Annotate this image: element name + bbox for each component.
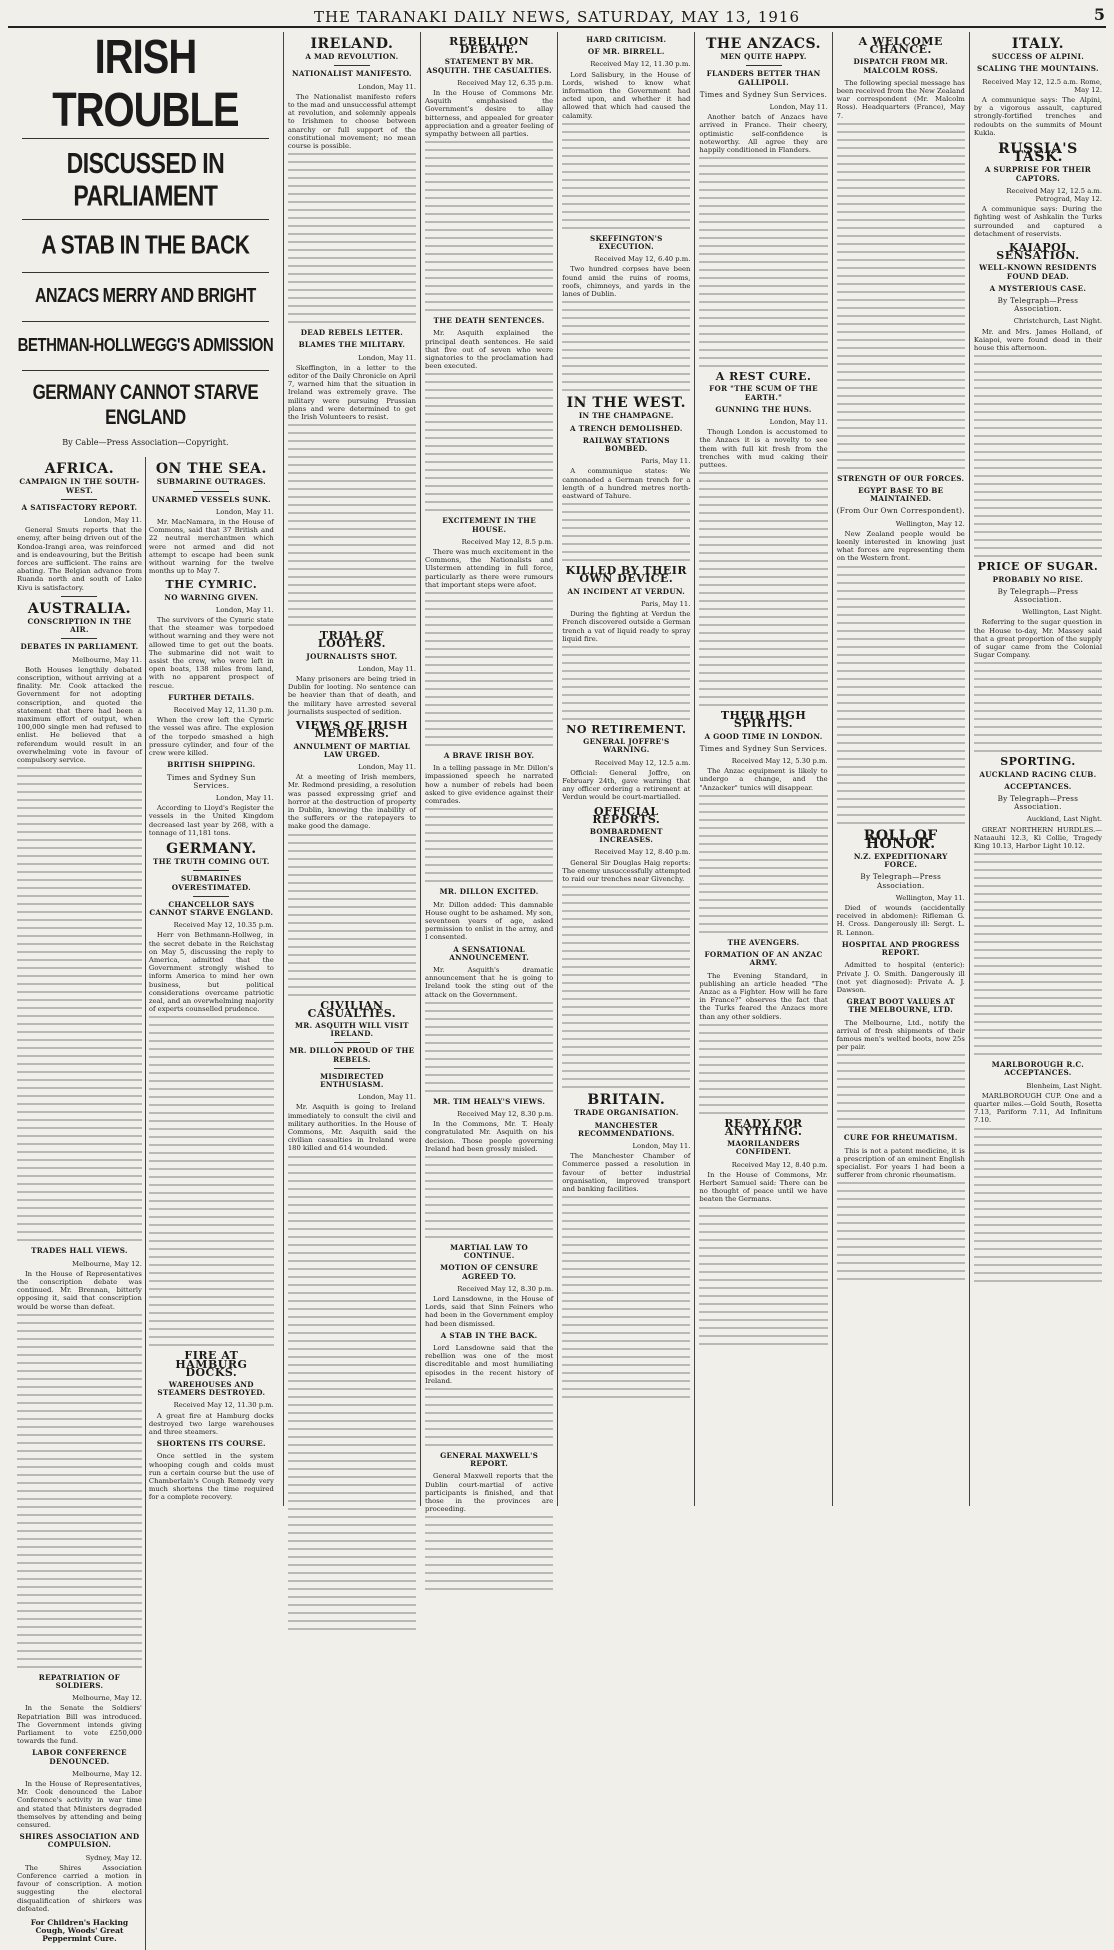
article-text: The Nationalist manifesto refers to the mad and unsuccessful attempt at revolution, and solemnly appeals to Irishmen to choose between anarchy or full support of the constitutional movement; no mean course is possible. — [287, 92, 417, 151]
dateline: Christchurch, Last Night. — [1013, 317, 1103, 326]
article-subheading: DEBATES IN PARLIAMENT. — [20, 642, 139, 652]
article-subheading: MAORILANDERS CONFIDENT. — [727, 1139, 800, 1157]
article-heading: THE ANZACS. — [705, 36, 822, 52]
dateline: Melbourne, May 12. — [72, 1694, 142, 1703]
dateline: Auckland, Last Night. — [1026, 815, 1103, 824]
article-heading: THE DEATH SENTENCES. — [433, 316, 545, 326]
article-text: The Manchester Chamber of Commerce passed a resolution in favour of better industrial organisation, improved transport and banking facilities. — [562, 1152, 691, 1193]
article-text: A communique states: We cannonaded a German trench for a length of a hundred metres north-eastward of Tahure. — [562, 467, 691, 501]
article-text: Lord Lansdowne, in the House of Lords, said that Sinn Feiners who had been in the Government employ had been dismissed. — [425, 1294, 554, 1328]
article-text: The Shires Association Conference carried a motion in favour of conscription. A motion suggesting the electoral disqualification of shirkers was defeated. — [17, 1863, 142, 1913]
source-line: By Telegraph—Press Association. — [997, 793, 1079, 812]
headline-2: DISCUSSED IN PARLIAMENT — [66, 146, 225, 212]
article-subheading: JOURNALISTS SHOT. — [306, 651, 398, 661]
article-text: The Evening Standard, in publishing an article headed "The Anzac as a Fighter. How will he fare in France?" observes the fact that the Turks feared the Anzacs more than any other soldiers. — [699, 971, 828, 1021]
article-heading: SHORTENS ITS COURSE. — [156, 1439, 266, 1449]
article-subheading: MEN QUITE HAPPY. — [720, 52, 807, 62]
article-heading: IRELAND. — [310, 36, 394, 52]
dateline: Received May 12, 12.5 a.m. Petrograd, May 12. — [1006, 186, 1103, 204]
dateline: London, May 11. — [215, 507, 274, 516]
dateline: Received May 12, 8.30 p.m. — [457, 1284, 554, 1293]
article-subheading: MANCHESTER RECOMMENDATIONS. — [578, 1120, 675, 1138]
article-text: When the crew left the Cymric the vessel was afire. The explosion of the torpedo smashed a high pressure cylinder, and four of the crew were killed. — [148, 716, 274, 758]
source-line: Times and Sydney Sun Services. — [699, 743, 828, 753]
article-heading: GERMANY. — [166, 840, 257, 857]
article-subheading: FLANDERS BETTER THAN GALLIPOLI. — [706, 69, 821, 87]
article-subheading: UNARMED VESSELS SUNK. — [151, 494, 271, 504]
article-heading: BRITISH SHIPPING. — [167, 760, 256, 770]
source-line: By Telegraph—Press Association. — [997, 586, 1079, 604]
article-subheading: FORMATION OF AN ANZAC ARMY. — [704, 950, 823, 968]
article-heading: HOSPITAL AND PROGRESS REPORT. — [841, 939, 960, 958]
article-subheading: PROBABLY NO RISE. — [992, 574, 1084, 584]
dateline: Blenheim, Last Night. — [1026, 1081, 1103, 1090]
columns — [8, 31, 1106, 1944]
article-text: General Maxwell reports that the Dublin court-martial of active participants is finished, and that those in the provinces are proceeding. — [425, 1472, 554, 1514]
dateline: Received May 12, 10.35 p.m. — [173, 921, 274, 930]
article-heading: PRICE OF SUGAR. — [977, 560, 1099, 574]
article-text: There was much excitement in the Commons, the Nationalists and Ulstermen attending in full force, particularly as there were rumours that important steps were afoot. — [425, 548, 554, 589]
article-text: In the Senate the Soldiers' Repatriation Bill was introduced. The Government intends giving Parliament to vote £250,000 towards the fund. — [17, 1704, 142, 1746]
article-subheading: RAILWAY STATIONS BOMBED. — [582, 435, 670, 454]
article-heading: MARLBOROUGH R.C. ACCEPTANCES. — [991, 1060, 1085, 1078]
article-text: Mr. Asquith is going to Ireland immediately to consult the civil and military authorities. In the House of Commons, Mr. Asquith said the civilian casualties in Ireland were 180 killed and 614 wounded. — [287, 1103, 417, 1153]
article-text: Mr. Asquith explained the principal death sentences. He said that five out of seven who were signatories to the proclamation had been executed. — [425, 329, 554, 371]
article-heading: STRENGTH OF OUR FORCES. — [837, 473, 965, 483]
article-heading: A BRAVE IRISH BOY. — [443, 751, 535, 761]
article-text: Many prisoners are being tried in Dublin for looting. No sentence can be heavier than that of death, and the military have arrested several journalists suspected of sedition. — [287, 675, 417, 716]
article-text: GREAT NORTHERN HURDLES.—Nataauhi 12.3, Ki Collie, Tragedy King 10.13, Harbor Light 10.12. — [973, 825, 1103, 850]
article-heading: KAIAPOI SENSATION. — [996, 241, 1080, 263]
article-heading: A WELCOME CHANCE. — [858, 35, 943, 57]
article-subheading: NO WARNING GIVEN. — [164, 592, 259, 602]
article-text: At a meeting of Irish members, Mr. Redmond presiding, a resolution was passed expressing grief and horror at the destruction of property in Dublin, knowing the inability of the sufferers or the ratepayers to make good the damage. — [287, 773, 417, 831]
dateline: Wellington, May 11. — [895, 893, 965, 902]
article-subheading: STATEMENT BY MR. ASQUITH. THE CASUALTIES. — [426, 57, 552, 75]
article-text: During the fighting at Verdun the French discovered outside a German trench a vat of liquid ready to spray liquid fire. — [562, 610, 691, 643]
dateline: Received May 12, 11.30 p.m. — [590, 60, 691, 69]
article-subheading: AUCKLAND RACING CLUB. — [979, 769, 1097, 779]
article-text: Lord Lansdowne said that the rebellion was one of the most discreditable and most humiliating episodes in the recent history of Ireland. — [425, 1343, 554, 1385]
article-text: A communique says: During the fighting west of Ashkalin the Turks surrounded and captured a detachment of reservists. — [973, 205, 1103, 238]
article-subheading: ACCEPTANCES. — [1004, 781, 1072, 791]
article-heading: AFRICA. — [44, 461, 115, 478]
article-text: New Zealand people would be keenly interested in knowing just what forces are representing them on the Western front. — [836, 529, 965, 563]
dateline: London, May 11. — [83, 516, 142, 525]
article-subheading: A MAD REVOLUTION. — [305, 52, 399, 62]
article-text: This is not a patent medicine, it is a prescription of an eminent English specialist. For years I had been a sufferer from chronic rheumatism. — [836, 1146, 965, 1180]
dateline: London, May 11. — [358, 82, 417, 91]
article-heading: REPATRIATION OF SOLDIERS. — [38, 1672, 121, 1690]
article-subheading: SCALING THE MOUNTAINS. — [977, 64, 1099, 74]
dateline: London, May 11. — [769, 103, 828, 112]
dateline: Melbourne, May 12. — [72, 1769, 142, 1778]
column-1 — [8, 31, 284, 1944]
article-heading: AUSTRALIA. — [27, 600, 132, 617]
article-heading: REBELLION DEBATE. — [449, 35, 530, 57]
masthead-title: THE TARANAKI DAILY NEWS, SATURDAY, MAY 13, 1916 — [313, 8, 801, 26]
article-subheading: OF MR. BIRRELL. — [587, 47, 665, 57]
article-subheading: BLAMES THE MILITARY. — [298, 340, 406, 350]
article-subheading: NATIONALIST MANIFESTO. — [291, 69, 412, 79]
column-5 — [558, 32, 695, 1506]
sub-column-right — [146, 457, 277, 1949]
source-line: (From Our Own Correspondent). — [836, 506, 965, 516]
article-subheading: GUNNING THE HUNS. — [715, 404, 812, 414]
article-heading: LABOR CONFERENCE DENOUNCED. — [32, 1748, 127, 1766]
article-heading: ROLL OF HONOR. — [863, 827, 938, 852]
article-heading: OFFICIAL REPORTS. — [592, 804, 661, 826]
article-text: A communique says: The Alpini, by a vigorous assault, captured strongly-fortified trenches and redoubts on the summits of Mount Kukla. — [973, 96, 1103, 137]
article-subheading: A MYSTERIOUS CASE. — [989, 283, 1087, 293]
column-7 — [833, 32, 970, 1506]
article-heading: VIEWS OF IRISH MEMBERS. — [295, 719, 408, 741]
article-text: Both Houses lengthily debated conscription, without arriving at a finality. Mr. Cook attacked the Government for not adopting conscription, and quoted the statement that there had been a maximum effort of output, when 100,000 single men had refused to enlist. He believed that a referendum would result in an overwhelming vote in favour of compulsory service. — [17, 665, 142, 765]
dateline: London, May 11. — [632, 1141, 691, 1150]
dateline: London, May 11. — [358, 1093, 417, 1102]
article-text: Mr. Asquith's dramatic announcement that he is going to Ireland took the sting out of the attack on the Government. — [425, 965, 554, 999]
dateline: London, May 11. — [215, 793, 274, 802]
dateline: Received May 12, 11.30 p.m. — [173, 706, 274, 715]
article-heading: THE CYMRIC. — [165, 578, 258, 592]
article-subheading: A GOOD TIME IN LONDON. — [704, 731, 823, 741]
dateline: Paris, May 11. — [641, 457, 691, 466]
article-text: Though London is accustomed to the Anzacs it is a novelty to see them with full kit fresh from the trenches with mud caking their puttees. — [699, 428, 828, 470]
dateline: Wellington, May 12. — [895, 519, 965, 528]
headline-6: GERMANY CANNOT STARVE ENGLAND — [32, 380, 259, 429]
article-text: In the Commons, Mr. T. Healy congratulated Mr. Asquith on his decision. Those people governing Ireland had been grossly misled. — [425, 1120, 554, 1153]
article-subheading: A SURPRISE FOR THEIR CAPTORS. — [984, 165, 1092, 183]
headline-3: A STAB IN THE BACK — [41, 231, 250, 260]
article-text: Mr. and Mrs. James Holland, of Kaiapoi, were found dead in their house this afternoon. — [973, 327, 1103, 353]
article-text: Mr. Dillon added: This damnable House ought to be ashamed. My son, seventeen years of age, asked permission to enlist in the army, and I consented. — [425, 900, 554, 942]
article-subheading: MOTION OF CENSURE AGREED TO. — [440, 1263, 539, 1281]
article-heading: CIVILIAN CASUALTIES. — [307, 998, 397, 1020]
article-subheading: MR. ASQUITH WILL VISIT IRELAND. — [295, 1020, 409, 1039]
article-heading: THE AVENGERS. — [727, 937, 800, 947]
article-heading: EXCITEMENT IN THE HOUSE. — [442, 516, 537, 534]
article-subheading: N.Z. EXPEDITIONARY FORCE. — [853, 852, 948, 870]
dateline: Received May 12, 11.30 p.m. — [173, 1401, 274, 1410]
article-subheading: SUBMARINES OVERESTIMATED. — [171, 874, 251, 892]
dateline: London, May 11. — [358, 664, 417, 673]
article-subheading: IN THE CHAMPAGNE. — [578, 411, 674, 421]
source-line: Times and Sydney Sun Services. — [166, 772, 256, 790]
article-text: A great fire at Hamburg docks destroyed two large warehouses and three steamers. — [148, 1411, 274, 1436]
column-6 — [695, 32, 832, 1506]
dateline: Melbourne, May 12. — [72, 1259, 142, 1268]
page-number: 5 — [1093, 5, 1106, 24]
dateline: Received May 12, 8.30 p.m. — [457, 1109, 554, 1118]
byline: By Cable—Press Association—Copyright. — [62, 438, 229, 447]
article-text: General Smuts reports that the enemy, after being driven out of the Kondoa-Irangi area, was reinforced and is endeavouring, but the British forces are sufficient. The rains are abating. The Belgian advance from Ruanda north and south of Lake Kivu is satisfactory. — [17, 526, 142, 592]
advertisement: For Children's Hacking Cough, Woods' Great Peppermint Cure. — [30, 1918, 129, 1944]
article-heading: READY FOR ANYTHING. — [724, 1116, 803, 1138]
dateline: Received May 12, 12.5 a.m. — [594, 758, 691, 767]
column-8 — [970, 32, 1106, 1506]
article-heading: THEIR HIGH SPIRITS. — [720, 709, 807, 731]
article-text: Two hundred corpses have been found amid the ruins of rooms, roofs, chimneys, and yards in the lanes of Dublin. — [562, 265, 691, 299]
article-subheading: CAMPAIGN IN THE SOUTH-WEST. — [19, 477, 140, 495]
article-text: Herr von Bethmann-Hollweg, in the secret debate in the Reichstag on May 5, discussing the reply to America, admitted that the Government strongly wished to inform America to mind her own business, but political considerations overcame patriotic zeal, and an overwhelming majority of experts counselled prudence. — [148, 931, 274, 1014]
dateline: London, May 11. — [358, 353, 417, 362]
dateline: Received May 12, 6.35 p.m. — [457, 78, 554, 87]
source-line: By Telegraph—Press Association. — [860, 872, 942, 890]
article-text: Died of wounds (accidentally received in abdomen): Rifleman G. H. Cross. Dangerously ill: Sergt. L. R. Lennon. — [836, 904, 965, 937]
article-heading: GREAT BOOT VALUES AT THE MELBOURNE, LTD. — [846, 997, 955, 1015]
article-heading: A SENSATIONAL ANNOUNCEMENT. — [449, 944, 530, 962]
article-heading: NO RETIREMENT. — [566, 722, 687, 736]
article-text: Admitted to hospital (enteric): Private J. O. Smith. Dangerously ill (not yet diagnosed): Private A. J. Dawson. — [836, 961, 965, 994]
article-heading: KILLED BY THEIR OWN DEVICE. — [565, 564, 688, 586]
article-text: In a telling passage in Mr. Dillon's impassioned speech he narrated how a number of rebels had been asked to give evidence against their comrades. — [425, 764, 554, 806]
dateline: Melbourne, May 11. — [72, 655, 142, 664]
article-text: Mr. MacNamara, in the House of Commons, said that 37 British and 22 neutral merchantmen which were not armed and did not attempt to escape had been sunk without warning for the twelve months up to May 7. — [148, 518, 274, 576]
article-subheading: AN INCIDENT AT VERDUN. — [567, 586, 686, 596]
article-text: Official: General Joffre, on February 24th, gave warning that any officer ordering a retirement at Verdun would be court-martialled. — [562, 768, 691, 802]
dateline: Sydney, May 12. — [85, 1853, 142, 1862]
dateline: London, May 11. — [769, 418, 828, 427]
source-line: Times and Sydney Sun Services. — [699, 89, 828, 99]
dateline: Paris, May 11. — [641, 599, 691, 608]
dateline: Received May 12, 8.5 p.m. — [461, 537, 554, 546]
article-heading: SKEFFINGTON'S EXECUTION. — [589, 233, 663, 252]
article-subheading: BOMBARDMENT INCREASES. — [589, 826, 663, 845]
article-text: Lord Salisbury, in the House of Lords, wished to know what information the Government had acted upon, and whether it had allowed that which had caused the calamity. — [562, 70, 691, 120]
article-subheading: THE TRUTH COMING OUT. — [153, 857, 270, 867]
dateline: London, May 11. — [215, 605, 274, 614]
article-heading: MARTIAL LAW TO CONTINUE. — [450, 1242, 529, 1261]
article-subheading: TRADE ORGANISATION. — [573, 1108, 679, 1118]
article-subheading: FOR "THE SCUM OF THE EARTH." — [709, 384, 818, 402]
article-heading: SHIRES ASSOCIATION AND COMPULSION. — [19, 1832, 140, 1850]
headline-5: BETHMAN-HOLLWEGG'S ADMISSION — [17, 334, 274, 356]
article-heading: TRIAL OF LOOTERS. — [317, 629, 386, 651]
article-subheading: EGYPT BASE TO BE MAINTAINED. — [858, 486, 944, 504]
article-heading: DEAD REBELS LETTER. — [300, 328, 404, 338]
article-text: In the House of Representatives the conscription debate was continued. Mr. Brennan, bitterly opposing it, said that conscription would be worse than defeat. — [17, 1269, 142, 1311]
article-heading: ON THE SEA. — [155, 461, 267, 478]
article-heading: MR. TIM HEALY'S VIEWS. — [433, 1096, 546, 1106]
article-heading: TRADES HALL VIEWS. — [31, 1246, 128, 1256]
dateline: Received May 12, 8.40 p.m. — [594, 848, 691, 857]
dateline: Received May 12, 5.30 p.m. — [731, 757, 828, 766]
article-subheading: MISDIRECTED ENTHUSIASM. — [320, 1071, 384, 1089]
article-heading: SPORTING. — [1000, 755, 1076, 769]
article-text: The Melbourne, Ltd., notify the arrival of fresh shipments of their famous men's welted boots, now 25s per pair. — [836, 1018, 965, 1052]
column-3 — [284, 32, 421, 1506]
article-subheading: WAREHOUSES AND STEAMERS DESTROYED. — [157, 1379, 266, 1398]
article-heading: BRITAIN. — [587, 1092, 666, 1109]
dateline: Received May 12, 6.40 p.m. — [594, 255, 691, 264]
article-subheading: CONSCRIPTION IN THE AIR. — [27, 617, 132, 635]
article-text: The Anzac equipment is likely to undergo a change, and the "Anzacker" tunics will disappear. — [699, 767, 828, 792]
article-text: In the House of Commons Mr. Asquith emphasised the Government's desire to allay bitterness, and appealed for greater appreciation and a greater feeling of sympathy between all parties. — [425, 89, 554, 139]
article-text: According to Lloyd's Register the vessels in the United Kingdom decreased last year by 268, with a tonnage of 11,181 tons. — [148, 804, 274, 837]
article-subheading: A TRENCH DEMOLISHED. — [569, 423, 683, 433]
article-text: Another batch of Anzacs have arrived in France. Their cheery, optimistic self-confidence is noteworthy. All agree they are happily conditioned in Flanders. — [699, 113, 828, 155]
article-subheading: DISPATCH FROM MR. MALCOLM ROSS. — [853, 57, 948, 75]
dateline: London, May 11. — [358, 762, 417, 771]
article-subheading: WELL-KNOWN RESIDENTS FOUND DEAD. — [979, 263, 1097, 281]
article-text: The following special message has been received from the New Zealand war correspondent (Mr. Malcolm Ross). Headquarters (France), May 7. — [836, 78, 965, 120]
article-subheading: MR. DILLON PROUD OF THE REBELS. — [289, 1046, 415, 1064]
article-heading: IN THE WEST. — [566, 395, 687, 412]
article-heading: A STAB IN THE BACK. — [440, 1330, 538, 1340]
article-text: In the House of Representatives, Mr. Cook denounced the Labor Conference's activity in war time and stated that Ministers degraded themselves by attending and being censured. — [17, 1779, 142, 1829]
article-subheading: CHANCELLOR SAYS CANNOT STARVE ENGLAND. — [149, 899, 274, 917]
article-heading: CURE FOR RHEUMATISM. — [843, 1133, 958, 1143]
article-text: Skeffington, in a letter to the editor of the Daily Chronicle on April 7, warned him that the situation in Ireland was extremely grave. The military were pursuing Prussian plans and were determined to get the Irish Volunteers to resist. — [287, 363, 417, 422]
article-heading: FURTHER DETAILS. — [168, 692, 255, 702]
article-heading: FIRE AT HAMBURG DOCKS. — [175, 1349, 248, 1379]
dateline: Received May 12, 12.5 a.m. Rome, May 12. — [982, 77, 1103, 94]
article-text: General Sir Douglas Haig reports: The enemy unsuccessfully attempted to raid our trenches near Givenchy. — [562, 858, 691, 883]
article-heading: MR. DILLON EXCITED. — [439, 887, 539, 897]
article-heading: RUSSIA'S TASK. — [998, 141, 1078, 166]
headline-4: ANZACS MERRY AND BRIGHT — [35, 285, 256, 307]
article-heading: A REST CURE. — [715, 370, 812, 384]
article-subheading: ANNULMENT OF MARTIAL LAW URGED. — [293, 741, 411, 759]
article-subheading: SUBMARINE OUTRAGES. — [156, 477, 266, 487]
masthead — [8, 4, 1106, 28]
article-text: MARLBOROUGH CUP. One and a quarter miles.—Gold South, Rosetta 7.13, Pariform 7.11, Ad Infinitum 7.10. — [973, 1091, 1103, 1125]
article-heading: ITALY. — [1011, 36, 1064, 52]
article-text: The survivors of the Cymric state that the steamer was torpedoed without warning and they were not allowed time to get out the boats. The submarine did not wait to assist the crew, who were left in open boats, 138 miles from land, with no apparent prospect of rescue. — [148, 616, 274, 690]
dateline: Received May 12, 8.40 p.m. — [731, 1160, 828, 1169]
article-subheading: A SATISFACTORY REPORT. — [21, 502, 138, 512]
source-line: By Telegraph—Press Association. — [997, 296, 1079, 314]
headline-main: IRISH TROUBLE — [52, 31, 239, 137]
article-heading: GENERAL MAXWELL'S REPORT. — [440, 1451, 539, 1469]
dateline: Wellington, Last Night. — [1022, 608, 1103, 617]
sub-column-left — [14, 457, 146, 1949]
sub-columns — [14, 457, 277, 1949]
article-text: In the House of Commons, Mr. Herbert Samuel said: There can be no thought of peace until we have beaten the Germans. — [699, 1170, 828, 1204]
article-heading: HARD CRITICISM. — [586, 35, 667, 44]
article-subheading: GENERAL JOFFRE'S WARNING. — [583, 737, 670, 755]
column-4 — [421, 32, 558, 1514]
article-text: Once settled in the system whooping cough and colds must run a certain course but the use of Chamberlain's Cough Remedy very much shortens the time required for a complete recovery. — [148, 1452, 274, 1502]
article-text: Referring to the sugar question in the House to-day, Mr. Massey said that a great proportion of the supply of sugar came from the Colonial Sugar Company. — [973, 618, 1103, 660]
article-subheading: SUCCESS OF ALPINI. — [991, 52, 1085, 62]
